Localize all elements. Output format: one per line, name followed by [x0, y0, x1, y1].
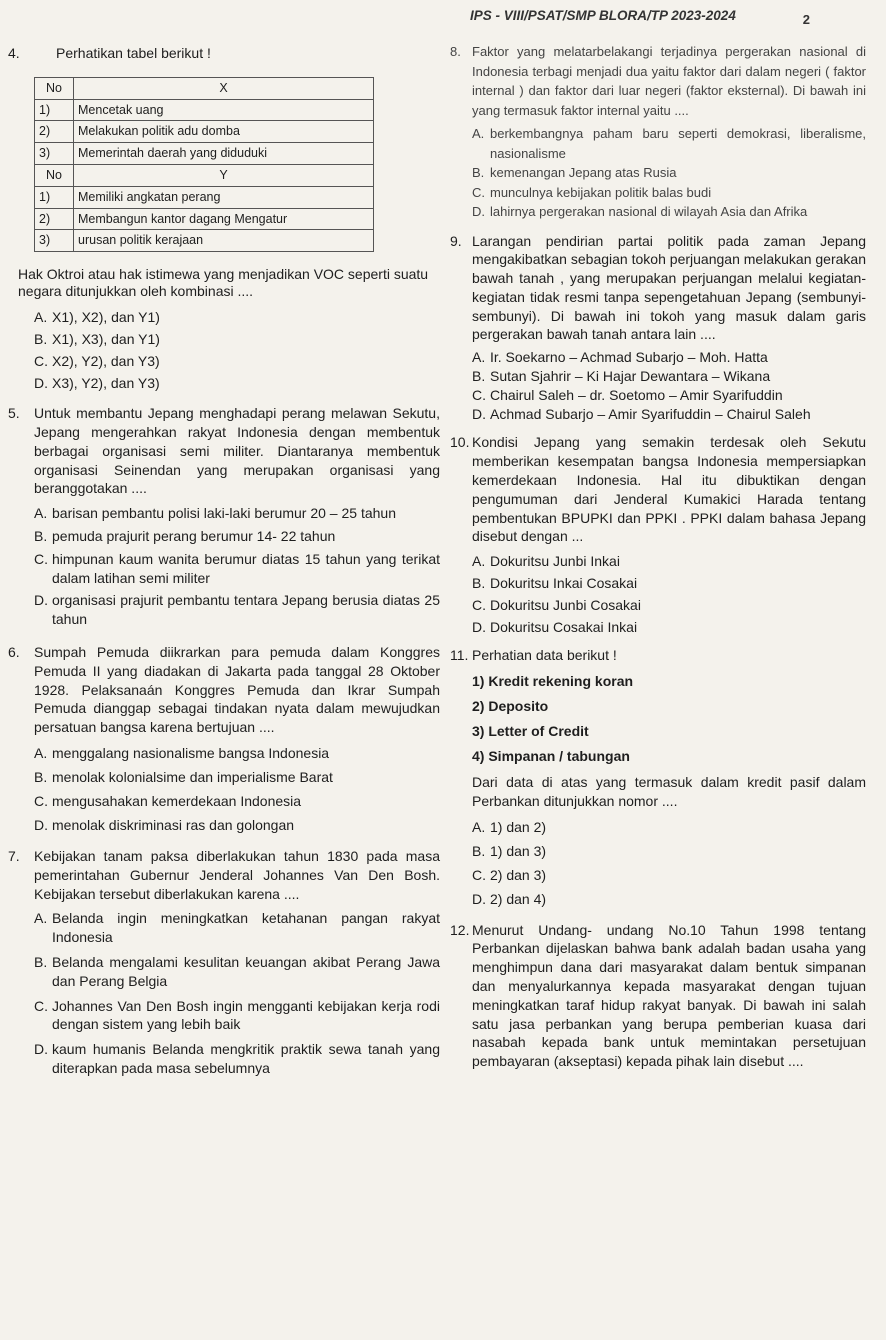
option-text: Dokuritsu Junbi Inkai	[490, 553, 620, 570]
question-description: Hak Oktroi atau hak istimewa yang menjadikan VOC seperti suatu negara ditunjukkan oleh kombinasi ....	[18, 266, 429, 300]
question-stem: Menurut Undang- undang No.10 Tahun 1998 tentang Perbankan dijelaskan bahwa bank adalah badan usaha yang menghimpun dana dari masyarakat dalam bentuk simpanan dan menyalurkannya kepada masyarakat dengan tujuan meningkatkan taraf hidup rakyat banyak. Di bawah ini salah satu jasa perbankan yang berupa pemberian kuasa dari nasabah kepada bank untuk memintakan persetujuan pembayaran (akseptasi) kepada pihak lain disebut ....	[472, 921, 866, 1070]
list-item: 1) Kredit rekening koran	[472, 673, 634, 690]
list-item: 2) Deposito	[472, 698, 549, 715]
option-text: berkembangnya paham baru seperti demokrasi, liberalisme, nasionalisme	[490, 126, 866, 161]
question-10	[446, 433, 866, 638]
option-d[interactable]	[34, 813, 440, 837]
answer-options	[472, 815, 866, 911]
question-stem: Sumpah Pemuda diikrarkan para pemuda dalam Konggres Pemuda II yang diadakan di Jakarta pada tanggal 28 Oktober 1928. Pelaksanaán Konggres Pemuda dan Ikrar Sumpah Pemuda dianggap sebagai tindakan nyata dalam mewujudkan persatuan bangsa karena bertujuan ....	[34, 643, 440, 736]
option-text: Johannes Van Den Bosh ingin mengganti kebijakan kerja rodi dengan sistem yang lebih baik	[52, 997, 440, 1033]
table-cell: 1)	[35, 186, 74, 208]
option-a[interactable]	[34, 909, 440, 947]
option-text: himpunan kaum wanita berumur diatas 15 tahun yang terikat dalam latihan semi militer	[52, 550, 440, 586]
table-cell: 3)	[35, 230, 74, 252]
option-text: 2) dan 4)	[490, 890, 547, 907]
option-text: pemuda prajurit perang berumur 14- 22 tahun	[52, 527, 336, 544]
table-cell: Membangun kantor dagang Mengatur	[74, 208, 374, 230]
option-text: X3), Y2), dan Y3)	[52, 375, 160, 392]
option-letter: C.	[472, 386, 486, 403]
table-header-no: No	[35, 164, 74, 186]
option-text: munculnya kebijakan politik balas budi	[490, 184, 712, 200]
option-letter: B.	[472, 368, 486, 385]
option-text: Dokuritsu Junbi Cosakai	[490, 597, 641, 614]
option-text: menolak kolonialsime dan imperialisme Barat	[52, 768, 333, 785]
option-text: kemenangan Jepang atas Rusia	[490, 165, 677, 180]
option-text: Achmad Subarjo – Amir Syarifuddin – Chairul Saleh	[490, 405, 811, 422]
option-c[interactable]	[472, 386, 866, 405]
list-item: 3) Letter of Credit	[472, 723, 589, 740]
option-letter: C.	[34, 792, 48, 809]
answer-options	[472, 348, 866, 423]
option-b[interactable]	[472, 367, 866, 386]
option-a[interactable]	[472, 348, 866, 367]
option-letter: B.	[472, 165, 485, 180]
option-letter: A.	[472, 553, 486, 570]
option-a[interactable]	[34, 741, 440, 765]
option-b[interactable]	[34, 328, 440, 350]
question-stem: Perhatian data berikut !	[472, 647, 617, 664]
option-text: kaum humanis Belanda mengkritik praktik sewa tanah yang diterapkan pada masa sebelumnya	[52, 1041, 440, 1076]
option-letter: C.	[34, 550, 48, 567]
table-cell: 2)	[35, 208, 74, 230]
answer-options	[34, 909, 440, 1077]
table-cell: 2)	[35, 121, 74, 143]
table-header-no: No	[35, 77, 74, 99]
question-stem: Perhatikan tabel berikut !	[56, 45, 211, 61]
question-12	[446, 921, 866, 1071]
answer-options	[34, 306, 440, 394]
option-text: barisan pembantu polisi laki-laki berumur 20 – 25 tahun	[52, 505, 396, 522]
question-number: 4.	[8, 45, 20, 61]
option-text: X1), X3), dan Y1)	[52, 331, 160, 348]
option-b[interactable]	[472, 572, 866, 594]
option-letter: B.	[472, 842, 486, 859]
option-c[interactable]	[34, 789, 440, 813]
option-text: mengusahakan kemerdekaan Indonesia	[52, 792, 302, 809]
option-b[interactable]	[472, 163, 866, 183]
question-stem: Untuk membantu Jepang menghadapi perang melawan Sekutu, Jepang mengerahkan rakyat Indonesia dengan membentuk berbagai organisasi semi militer. Diantaranya membentuk organisasi Seinendan yang merupakan organisasi yang beranggotakan ....	[34, 405, 440, 497]
option-d[interactable]	[34, 1040, 440, 1078]
option-letter: B.	[34, 768, 48, 785]
question-6	[0, 643, 440, 837]
option-d[interactable]	[472, 887, 866, 911]
option-text: Dokuritsu Inkai Cosakai	[490, 575, 638, 592]
question-number: 7.	[8, 847, 20, 864]
answer-options	[472, 550, 866, 638]
option-text: Chairul Saleh – dr. Soetomo – Amir Syarifuddin	[490, 386, 783, 403]
question-stem: Kondisi Jepang yang semakin terdesak oleh Sekutu memberikan kesempatan bangsa Indonesia mempersiapkan kemerdekaan Indonesia. Hal itu dibuktikan dengan pengumuman dari Jenderal Kumakici Harada tentang pembentukan BPUPKI dan PPKI . PPKI dalam bahasa Jepang disebut dengan ...	[472, 434, 866, 545]
option-letter: A.	[34, 505, 48, 522]
option-letter: A.	[34, 309, 48, 326]
table-row	[35, 186, 374, 208]
option-text: Belanda mengalami kesulitan keuangan akibat Perang Jawa dan Perang Belgia	[52, 953, 440, 989]
option-a[interactable]	[472, 815, 866, 839]
question-5	[0, 404, 440, 629]
left-column	[0, 44, 440, 1078]
table-cell: 1)	[35, 99, 74, 121]
option-letter: D.	[34, 375, 48, 392]
question-11	[446, 646, 866, 910]
question-8	[446, 42, 866, 222]
data-list	[472, 669, 866, 769]
option-d[interactable]	[472, 616, 866, 638]
table-row	[35, 121, 374, 143]
option-letter: A.	[472, 818, 486, 835]
option-b[interactable]	[34, 527, 440, 546]
option-c[interactable]	[472, 863, 866, 887]
option-a[interactable]	[472, 124, 866, 163]
option-d[interactable]	[472, 405, 866, 424]
option-letter: B.	[34, 331, 48, 348]
option-letter: C.	[472, 184, 485, 200]
page-number: 2	[802, 12, 810, 27]
option-letter: C.	[34, 353, 48, 370]
option-text: Belanda ingin meningkatkan ketahanan pangan rakyat Indonesia	[52, 910, 440, 946]
question-stem: Larangan pendirian partai politik pada zaman Jepang mengakibatkan sebagian tokoh perjuangan melakukan gerakan bawah tanah , yang merupakan perjuangan melalui kegiatan-kegiatan tidak resmi tanpa sepengetahuan Jepang (sembunyi-sembunyi). Di bawah ini tokoh yang masuk dalam garis pergerakan bawah tanah antara lain ....	[472, 232, 866, 343]
option-text: Ir. Soekarno – Achmad Subarjo – Moh. Hatta	[490, 349, 768, 366]
option-letter: A.	[34, 744, 48, 761]
option-text: Dokuritsu Cosakai Inkai	[490, 619, 638, 636]
table-cell: Memerintah daerah yang diduduki	[74, 143, 374, 165]
option-text: menolak diskriminasi ras dan golongan	[52, 816, 295, 833]
option-letter: A.	[34, 910, 48, 927]
question-7	[0, 847, 440, 1078]
option-letter: B.	[472, 575, 486, 592]
table-cell: 3)	[35, 143, 74, 165]
option-letter: D.	[34, 816, 48, 833]
table-row	[35, 143, 374, 165]
option-letter: D.	[472, 619, 486, 636]
table-row	[35, 99, 374, 121]
option-letter: C.	[472, 866, 486, 883]
question-prompt: Dari data di atas yang termasuk dalam kredit pasif dalam Perbankan ditunjukkan nomor ....	[472, 774, 866, 809]
question-4	[0, 44, 440, 394]
question-number: 10.	[450, 434, 470, 451]
option-a[interactable]	[472, 550, 866, 572]
option-letter: D.	[472, 204, 485, 219]
question-number: 8.	[450, 44, 461, 59]
option-d[interactable]	[34, 591, 440, 629]
option-c[interactable]	[34, 550, 440, 588]
table-cell: urusan politik kerajaan	[74, 230, 374, 252]
option-d[interactable]	[34, 372, 440, 394]
option-letter: D.	[34, 592, 48, 609]
option-letter: D.	[472, 405, 486, 422]
option-b[interactable]	[34, 765, 440, 789]
option-letter: A.	[472, 349, 486, 366]
table-cell: Memiliki angkatan perang	[74, 186, 374, 208]
question-number: 5.	[8, 405, 20, 422]
table-header-y: Y	[74, 164, 374, 186]
option-letter: C.	[34, 997, 48, 1014]
question-9	[446, 232, 866, 424]
question-stem: Faktor yang melatarbelakangi terjadinya pergerakan nasional di Indonesia terbagi menjadi dua yaitu faktor dari dalam negeri ( faktor internal ) dan faktor dari luar negeri (faktor eksternal). Di bawah ini yang termasuk faktor internal yaitu ....	[472, 44, 866, 118]
answer-options	[34, 741, 440, 837]
question-number: 6.	[8, 643, 20, 660]
option-b[interactable]	[34, 953, 440, 991]
list-item: 4) Simpanan / tabungan	[472, 748, 630, 765]
table-cell: Melakukan politik adu domba	[74, 121, 374, 143]
table-row	[35, 230, 374, 252]
option-text: X1), X2), dan Y1)	[52, 309, 160, 326]
option-letter: A.	[472, 126, 485, 141]
question-number: 9.	[450, 232, 462, 249]
exam-header: IPS - VIII/PSAT/SMP BLORA/TP 2023-2024	[470, 8, 736, 23]
option-b[interactable]	[472, 839, 866, 863]
question-number: 12.	[450, 921, 470, 938]
option-c[interactable]	[472, 183, 866, 203]
answer-options	[472, 124, 866, 222]
table-cell: Mencetak uang	[74, 99, 374, 121]
option-text: 2) dan 3)	[490, 866, 547, 883]
option-c[interactable]	[34, 997, 440, 1035]
question-number: 11.	[450, 647, 469, 664]
option-d[interactable]	[472, 202, 866, 222]
option-letter: B.	[34, 527, 48, 544]
option-text: 1) dan 2)	[490, 818, 547, 835]
option-text: organisasi prajurit pembantu tentara Jepang berusia diatas 25 tahun	[52, 592, 440, 628]
option-c[interactable]	[472, 594, 866, 616]
table-row	[35, 208, 374, 230]
option-text: Sutan Sjahrir – Ki Hajar Dewantara – Wikana	[490, 368, 771, 385]
option-text: X2), Y2), dan Y3)	[52, 353, 160, 370]
option-letter: D.	[472, 890, 486, 907]
option-letter: D.	[34, 1041, 48, 1058]
option-text: 1) dan 3)	[490, 842, 547, 859]
option-c[interactable]	[34, 350, 440, 372]
option-a[interactable]	[34, 306, 440, 328]
question-stem: Kebijakan tanam paksa diberlakukan tahun 1830 pada masa pemerintahan Gubernur Jenderal Johannes Van Den Bosh. Kebijakan tersebut diberlakukan karena ....	[34, 847, 440, 902]
answer-options	[34, 504, 440, 629]
table-header-x: X	[74, 77, 374, 99]
option-text: menggalang nasionalisme bangsa Indonesia	[52, 744, 330, 761]
option-letter: B.	[34, 953, 48, 970]
option-text: lahirnya pergerakan nasional di wilayah Asia dan Afrika	[490, 204, 808, 219]
option-letter: C.	[472, 597, 486, 614]
right-column	[446, 44, 866, 1071]
data-table	[34, 77, 374, 252]
option-a[interactable]	[34, 504, 440, 523]
